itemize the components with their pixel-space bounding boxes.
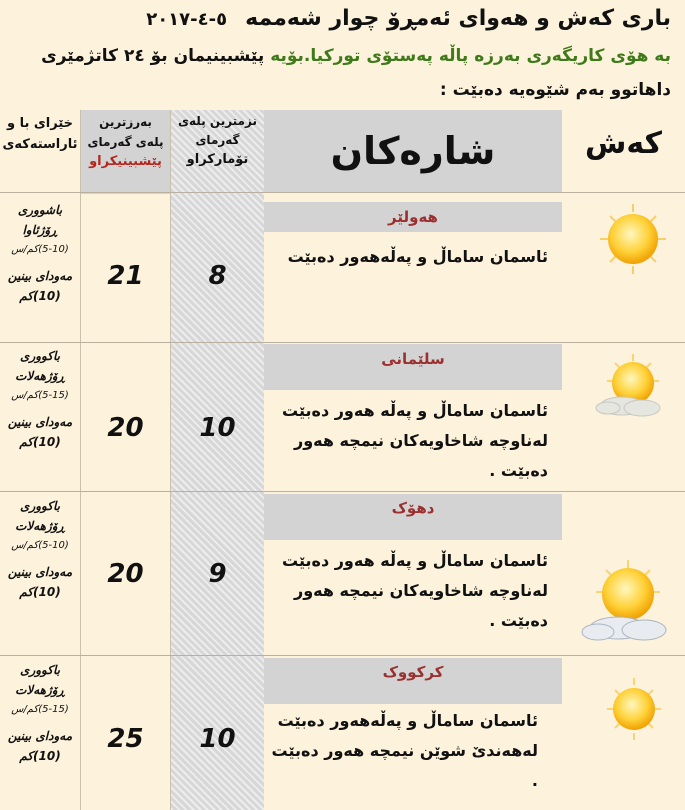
wind-info xyxy=(0,200,80,306)
desc-line: ئاسمان ساماڵ و پەڵە هەور دەبێت xyxy=(282,401,548,420)
min-temp-column xyxy=(171,110,264,810)
wind-info xyxy=(0,496,80,602)
max-temp-value: 21 xyxy=(107,261,144,291)
report-title xyxy=(146,6,671,31)
sun-cloud-icon xyxy=(562,558,685,648)
desc-line: دەبێت . xyxy=(489,611,548,630)
visibility-value: (10)کم xyxy=(19,289,61,303)
subtitle-suffix: پێشبینیمان بۆ ٢٤ کاتژمێری xyxy=(41,46,265,66)
visibility-label: مەودای بینین xyxy=(7,415,73,429)
sun-cloud-icon xyxy=(562,350,685,420)
wind-direction: باکووری ڕۆژهەلات xyxy=(15,499,65,533)
visibility-value: (10)کم xyxy=(19,749,61,763)
min-head-line2: گەرمای xyxy=(195,133,240,147)
max-head-line2: پلەی گەرمای xyxy=(87,135,164,149)
report-subtitle xyxy=(41,46,671,66)
subtitle-prefix: بە هۆی کاریگەری بەرزە پاڵە پەستۆی تورکیا.بۆیە xyxy=(270,46,671,66)
row-divider xyxy=(0,192,685,193)
city-description xyxy=(264,396,562,486)
min-temp-value: 9 xyxy=(208,559,227,589)
sun-icon xyxy=(562,202,685,276)
desc-line: ئاسمان ساماڵ و پەڵەهەور دەبێت xyxy=(287,247,548,266)
city-name: هەولێر xyxy=(264,202,562,232)
wind-speed: (5-10)کم/س xyxy=(11,540,69,551)
wind-direction: باکووری ڕۆژهەلات xyxy=(15,663,65,697)
report-header xyxy=(0,0,685,110)
max-head-line1: بەرزترین xyxy=(99,115,152,129)
wind-direction: باکووری ڕۆژهەلات xyxy=(15,349,65,383)
city-name: سلێمانی xyxy=(264,344,562,390)
sun-icon xyxy=(562,676,685,742)
visibility-label: مەودای بینین xyxy=(7,269,73,283)
desc-line: لەناوچە شاخاویەکان نیمچە هەور xyxy=(294,581,548,600)
title-text: باری کەش و هەوای ئەمڕۆ چوار شەممە xyxy=(245,6,671,31)
visibility-value: (10)کم xyxy=(19,435,61,449)
min-temp-value: 10 xyxy=(199,724,236,754)
max-temp-value: 20 xyxy=(107,559,144,589)
wind-header: خێرای با و ئاراستەکەی xyxy=(2,116,78,152)
desc-line: دەبێت . xyxy=(489,461,548,480)
wind-info xyxy=(0,660,80,766)
desc-line: ئاسمان ساماڵ و پەڵەهەور دەبێت xyxy=(277,711,538,730)
min-temp-value: 10 xyxy=(199,413,236,443)
max-temp-value: 25 xyxy=(107,724,144,754)
visibility-value: (10)کم xyxy=(19,585,61,599)
weather-header: کەش xyxy=(584,126,663,161)
wind-speed: (5-15)کم/س xyxy=(11,704,69,715)
wind-speed: (5-10)کم/س xyxy=(11,244,69,255)
city-header: شارەکان xyxy=(264,110,562,192)
min-head-line3: تۆمارکراو xyxy=(186,152,249,167)
desc-line: لەهەندێ شوێن نیمچە هەور دەبێت . xyxy=(271,741,538,790)
row-divider xyxy=(0,491,685,492)
wind-info xyxy=(0,346,80,452)
min-temp-value: 8 xyxy=(208,261,227,291)
city-description xyxy=(264,242,562,272)
wind-direction: باشووری ڕۆژئاوا xyxy=(17,203,63,237)
wind-speed: (5-15)کم/س xyxy=(11,390,69,401)
desc-line: ئاسمان ساماڵ و پەڵە هەور دەبێت xyxy=(282,551,548,570)
report-intro: داهاتوو بەم شێوەیە دەبێت : xyxy=(439,80,671,100)
min-temp-header xyxy=(171,110,264,194)
desc-line: لەناوچە شاخاویەکان نیمچە هەور xyxy=(294,431,548,450)
max-temp-header xyxy=(81,110,170,194)
max-head-line3: پێشبینیکراو xyxy=(89,154,162,169)
visibility-label: مەودای بینین xyxy=(7,729,73,743)
min-head-line1: نزمترین پلەی xyxy=(178,114,257,128)
city-name: دهۆک xyxy=(264,494,562,540)
row-divider xyxy=(0,342,685,343)
city-description xyxy=(264,706,562,796)
city-description xyxy=(264,546,562,636)
row-divider xyxy=(0,655,685,656)
max-temp-value: 20 xyxy=(107,413,144,443)
visibility-label: مەودای بینین xyxy=(7,565,73,579)
report-date: ٥-٤-٢٠١٧ xyxy=(146,9,228,30)
max-temp-column xyxy=(81,110,171,810)
forecast-table xyxy=(0,110,685,810)
city-name: کرکووک xyxy=(264,658,562,704)
